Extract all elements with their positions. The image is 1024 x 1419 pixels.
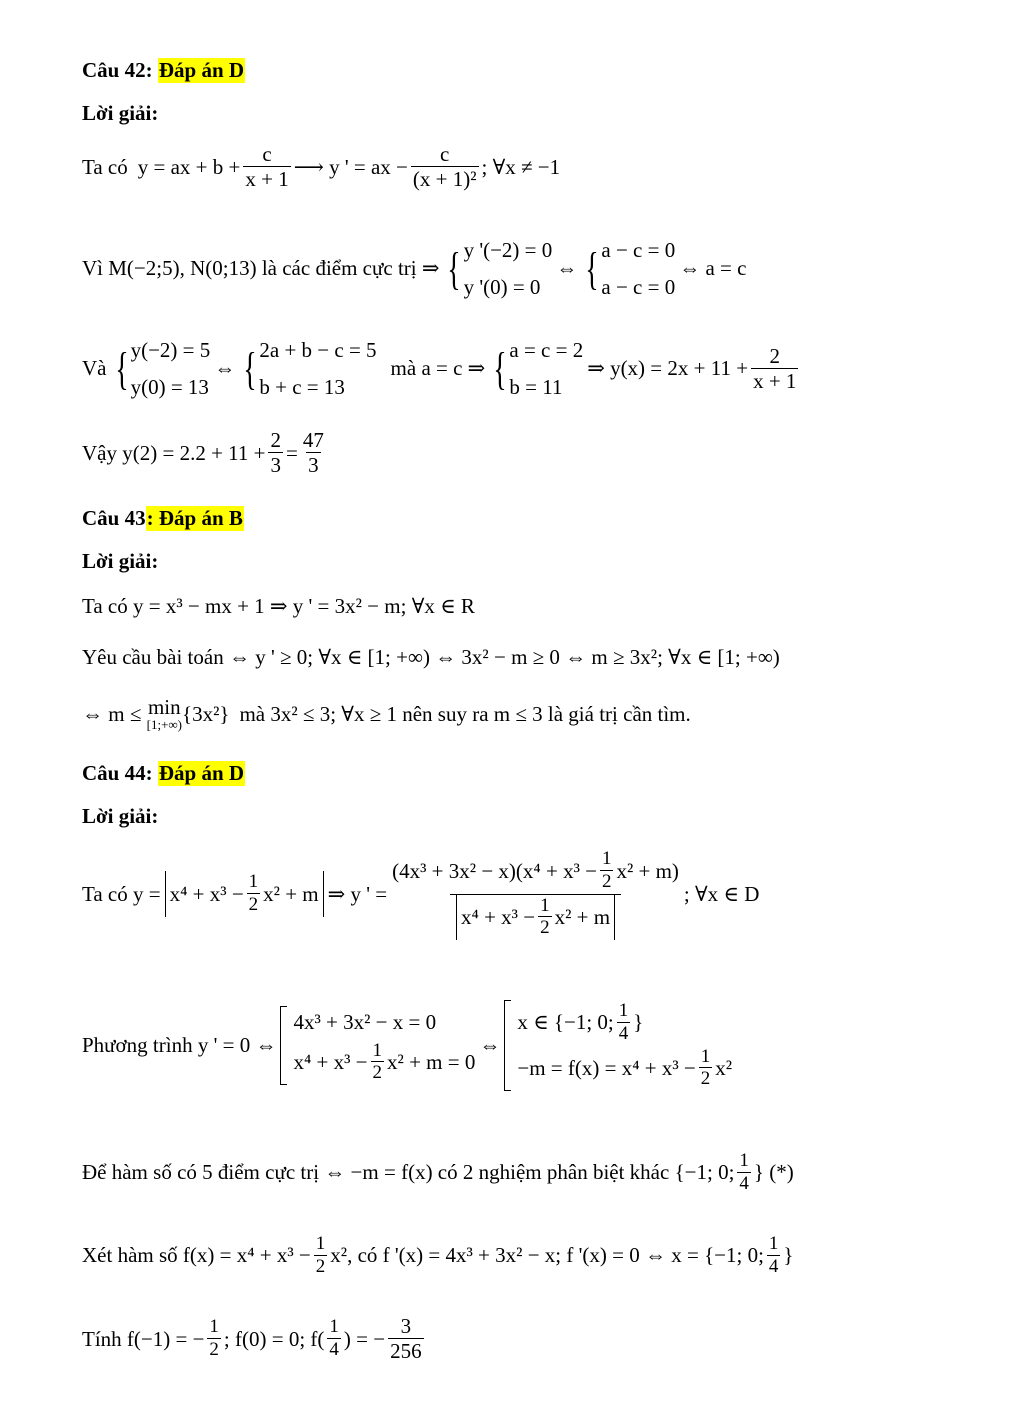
bracket-system bbox=[280, 1006, 475, 1085]
math: ) = − bbox=[343, 1326, 386, 1351]
q44-line-3 bbox=[82, 1150, 794, 1196]
row: y(−2) = 5 bbox=[130, 338, 211, 362]
math: x ∈ {−1; 0; bbox=[517, 1010, 614, 1035]
text: Vậy y(2) = 2.2 + 11 + bbox=[82, 440, 266, 465]
bracket bbox=[280, 1006, 287, 1085]
math: {−1; 0; bbox=[674, 1160, 735, 1185]
system bbox=[239, 332, 376, 406]
numerator bbox=[390, 848, 681, 894]
bracket-system bbox=[504, 1000, 732, 1091]
denominator: 3 bbox=[308, 453, 319, 478]
q42-line-3 bbox=[82, 332, 801, 406]
fraction bbox=[371, 1040, 385, 1086]
fraction bbox=[301, 428, 326, 478]
denominator: x + 1 bbox=[245, 167, 289, 192]
math: (4x³ + 3x² − x)(x⁴ + x³ − bbox=[392, 858, 597, 883]
brace: { bbox=[585, 242, 599, 294]
text: Xét hàm số f(x) = x⁴ + x³ − bbox=[82, 1243, 311, 1268]
min-subscript: [1;+∞) bbox=[146, 717, 182, 732]
math: x² + m = 0 bbox=[387, 1049, 476, 1074]
abs-bar bbox=[165, 871, 166, 917]
row bbox=[293, 1040, 475, 1086]
denominator: 2 bbox=[372, 1062, 383, 1084]
q43-answer: : Đáp án B bbox=[146, 506, 243, 530]
brace: { bbox=[447, 242, 462, 294]
system bbox=[581, 232, 675, 306]
q42-solution-label: Lời giải: bbox=[82, 101, 159, 125]
numerator: 1 bbox=[540, 894, 550, 916]
abs-bar bbox=[323, 871, 324, 917]
math: x² bbox=[715, 1055, 733, 1080]
numerator: 1 bbox=[618, 1000, 629, 1021]
q44-answer: Đáp án D bbox=[158, 761, 245, 785]
math: ⇒ y ' = bbox=[327, 881, 388, 906]
fraction bbox=[268, 428, 283, 478]
math: ⇔ m ≤ bbox=[82, 701, 142, 726]
bracket bbox=[504, 1000, 511, 1091]
math: x⁴ + x³ − bbox=[169, 881, 244, 906]
numerator: 1 bbox=[601, 848, 612, 869]
row: y '(0) = 0 bbox=[463, 274, 541, 299]
math: } (*) bbox=[753, 1160, 794, 1185]
denominator bbox=[450, 894, 621, 941]
fraction bbox=[767, 1233, 781, 1279]
row: 2a + b − c = 5 bbox=[259, 338, 377, 362]
system bbox=[489, 332, 583, 406]
math: {−1; 0; bbox=[704, 1243, 764, 1268]
row: a = c = 2 bbox=[509, 338, 584, 362]
q43-line-2: Yêu cầu bài toán ⇔ y ' ≥ 0; ∀x ∈ [1; +∞) ⇔ 3x² − m ≥ 0 ⇔ m ≥ 3x²; ∀x ∈ [1; +∞) bbox=[82, 645, 780, 669]
row: b = 11 bbox=[509, 374, 563, 399]
text: x², có f '(x) = 4x³ + 3x² − x; f '(x) = 0 ⇔ x = bbox=[330, 1243, 699, 1268]
q43-title: Câu 43 bbox=[82, 506, 146, 530]
q43-line-3 bbox=[82, 697, 691, 731]
q44-line-5 bbox=[82, 1314, 427, 1364]
numerator: 1 bbox=[315, 1233, 326, 1254]
math: = bbox=[285, 440, 298, 465]
fraction bbox=[388, 1314, 424, 1364]
row: y '(−2) = 0 bbox=[463, 238, 553, 262]
numerator: 1 bbox=[700, 1045, 711, 1067]
denominator: 2 bbox=[248, 894, 259, 916]
brace: { bbox=[114, 342, 129, 394]
math: ⇔ a = c bbox=[679, 256, 747, 281]
fraction bbox=[699, 1046, 713, 1092]
brace: { bbox=[243, 342, 257, 394]
q42-line-4 bbox=[82, 428, 329, 478]
fraction bbox=[390, 848, 681, 940]
denominator: x + 1 bbox=[753, 368, 797, 393]
numerator: 1 bbox=[739, 1150, 749, 1171]
math: ; f(0) = 0; f( bbox=[223, 1326, 325, 1351]
math: x² + m) bbox=[616, 858, 679, 883]
denominator: 2 bbox=[315, 1255, 326, 1277]
fraction bbox=[207, 1316, 221, 1362]
q42-heading bbox=[82, 58, 245, 83]
q42-title: Câu 42: bbox=[82, 58, 153, 82]
row bbox=[517, 1046, 732, 1092]
q44-title: Câu 44: bbox=[82, 761, 153, 785]
numerator: 2 bbox=[270, 428, 281, 452]
math: ⇒ y(x) = 2x + 11 + bbox=[587, 356, 749, 381]
text: mà a = c ⇒ bbox=[390, 356, 486, 381]
numerator: 1 bbox=[248, 871, 259, 893]
denominator: 2 bbox=[601, 870, 612, 892]
denominator: 2 bbox=[540, 917, 550, 939]
denominator: 4 bbox=[768, 1255, 779, 1277]
row: a − c = 0 bbox=[601, 274, 676, 299]
q42-line-2 bbox=[82, 232, 746, 306]
fraction bbox=[247, 871, 261, 917]
q44-heading bbox=[82, 761, 245, 786]
math: ⇔ bbox=[479, 1033, 501, 1058]
math: y = ax + b + bbox=[137, 154, 241, 179]
numerator: 3 bbox=[400, 1314, 412, 1338]
text: Ta có bbox=[82, 154, 128, 179]
min-operator bbox=[147, 697, 182, 731]
denominator: 4 bbox=[329, 1339, 339, 1361]
numerator: 1 bbox=[372, 1039, 383, 1061]
fraction bbox=[411, 142, 479, 192]
text: Tính f(−1) = − bbox=[82, 1326, 205, 1351]
row: 4x³ + 3x² − x = 0 bbox=[293, 1010, 437, 1035]
math: −m = f(x) = x⁴ + x³ − bbox=[517, 1055, 696, 1080]
math: x⁴ + x³ − bbox=[293, 1049, 368, 1074]
abs-expression bbox=[161, 871, 328, 917]
numerator: 2 bbox=[769, 343, 780, 368]
q43-solution-label: Lời giải: bbox=[82, 549, 159, 573]
min: min bbox=[147, 695, 181, 719]
numerator: 1 bbox=[209, 1316, 219, 1338]
q43-heading bbox=[82, 506, 244, 531]
q44-line-4 bbox=[82, 1233, 794, 1279]
numerator: 47 bbox=[302, 428, 324, 452]
denominator: 2 bbox=[700, 1068, 711, 1090]
fraction bbox=[314, 1233, 328, 1279]
math: x² + m bbox=[263, 881, 319, 906]
math: ⇔ bbox=[556, 256, 578, 281]
numerator: 1 bbox=[329, 1316, 339, 1338]
denominator: 2 bbox=[209, 1339, 219, 1361]
q43-line-1: Ta có y = x³ − mx + 1 ⇒ y ' = 3x² − m; ∀x ∈ R bbox=[82, 594, 475, 618]
math: ⟶ y ' = ax − bbox=[293, 154, 408, 179]
math: x² + m bbox=[554, 904, 611, 929]
text: Phương trình y ' = 0 ⇔ bbox=[82, 1033, 277, 1058]
math: ⇔ bbox=[214, 356, 236, 381]
q42-line-1 bbox=[82, 142, 560, 192]
math: ; ∀x ≠ −1 bbox=[481, 154, 561, 179]
fraction bbox=[243, 142, 290, 192]
numerator: c bbox=[262, 142, 272, 166]
denominator: 4 bbox=[618, 1022, 629, 1044]
math: {3x²} bbox=[182, 701, 230, 726]
abs-bar bbox=[456, 895, 457, 941]
text: Ta có y = bbox=[82, 881, 161, 906]
denominator: 3 bbox=[270, 453, 281, 478]
math: x⁴ + x³ − bbox=[461, 904, 536, 929]
text: mà 3x² ≤ 3; ∀x ≥ 1 nên suy ra m ≤ 3 là giá trị cần tìm. bbox=[239, 701, 691, 726]
row: a − c = 0 bbox=[601, 238, 676, 262]
math: } bbox=[633, 1010, 644, 1035]
row: y(0) = 13 bbox=[130, 374, 209, 399]
text: Vì M(−2;5), N(0;13) là các điểm cực trị ⇒ bbox=[82, 256, 440, 281]
q44-line-2 bbox=[82, 1000, 736, 1091]
denominator: (x + 1)² bbox=[412, 167, 477, 192]
text: Và bbox=[82, 356, 107, 381]
fraction bbox=[600, 848, 614, 894]
q44-solution-label: Lời giải: bbox=[82, 804, 159, 828]
brace: { bbox=[493, 342, 507, 394]
system bbox=[111, 332, 211, 406]
row bbox=[517, 1000, 732, 1046]
fraction bbox=[617, 1000, 631, 1046]
fraction bbox=[327, 1316, 341, 1362]
fraction bbox=[538, 895, 552, 941]
math: ; ∀x ∈ D bbox=[683, 881, 760, 906]
denominator: 256 bbox=[390, 1339, 422, 1364]
q44-line-1 bbox=[82, 848, 759, 940]
q42-answer: Đáp án D bbox=[158, 58, 245, 82]
numerator: c bbox=[440, 142, 450, 166]
row: b + c = 13 bbox=[259, 374, 345, 399]
abs-bar bbox=[614, 895, 615, 941]
fraction bbox=[751, 344, 798, 394]
denominator: 4 bbox=[739, 1172, 749, 1194]
system bbox=[443, 232, 552, 306]
fraction bbox=[737, 1150, 751, 1196]
math: } bbox=[783, 1243, 794, 1268]
numerator: 1 bbox=[768, 1233, 779, 1254]
text: Để hàm số có 5 điểm cực trị ⇔ −m = f(x) có 2 nghiệm phân biệt khác bbox=[82, 1160, 670, 1185]
